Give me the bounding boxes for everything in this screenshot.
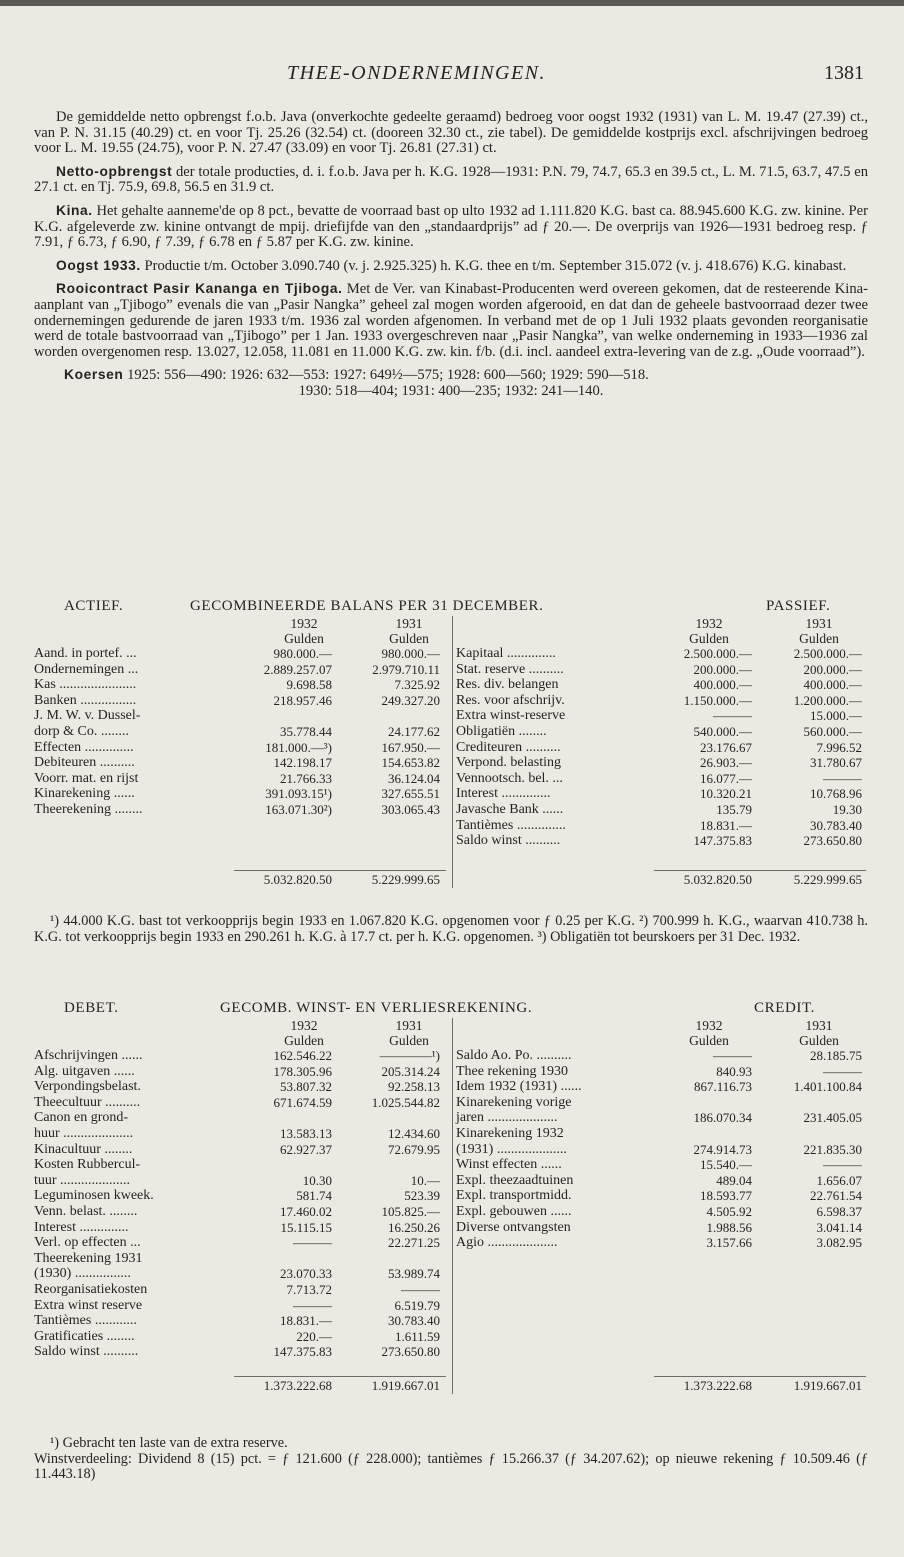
profit-loss-account [34, 1000, 868, 1394]
row-label: Diverse ontvangsten [456, 1219, 571, 1235]
value-1931: 3.041.14 [816, 1219, 862, 1235]
value-1932: 162.546.22 [273, 1048, 332, 1063]
row-label: Theerekening ........ [34, 801, 143, 817]
balance-footnotes: ¹) 44.000 K.G. bast tot verkoopprijs begin 1933 en 1.067.820 K.G. opgenomen voor ƒ 0.25 per K.G. ²) 700.999 h. K.G., waarvan 410.738 h. K.G. tot verkoopprijs begin 1933 en 290.261 h. K.G. à 17.7 ct. per h. K.G. opgenomen. ³) Obligatiën tot beurskoers per 31 Dec. 1932. [34, 913, 868, 945]
value-1931: 249.327.20 [381, 692, 440, 708]
row-label: Kosten Rubbercul- [34, 1157, 141, 1173]
body-text [34, 110, 868, 400]
row-label: Theecultuur .......... [34, 1094, 141, 1110]
value-1932: 200.000.— [693, 661, 752, 677]
table-row [34, 1064, 868, 1080]
pl-rows [34, 1048, 868, 1366]
table-row [34, 740, 868, 756]
value-1931: 31.780.67 [810, 755, 862, 771]
value-1932: 142.198.17 [273, 755, 332, 771]
value-1932: 147.375.83 [693, 833, 752, 849]
value-1931: 24.177.62 [388, 723, 440, 739]
year-row: 1932 1931 1932 1931 [290, 1018, 833, 1033]
table-row [34, 818, 868, 834]
value-1931: 560.000.— [803, 723, 862, 739]
row-label: Reorganisatiekosten [34, 1281, 148, 1297]
table-row [34, 1079, 868, 1095]
table-row [34, 1251, 868, 1267]
row-label: Kapitaal .............. [456, 646, 556, 661]
row-label: Alg. uitgaven ...... [34, 1063, 135, 1079]
total-value: 1.373.222.68 [683, 1378, 752, 1393]
row-label: Verpond. belasting [456, 755, 561, 771]
pl-footnotes: ¹) Gebracht ten laste van de extra reserve. Winstverdeeling: Dividend 8 (15) pct. = ƒ 121.600 (ƒ 228.000); tantièmes ƒ 15.266.37 (ƒ 34.207.62); op nieuwe rekening ƒ 10.509.46 (ƒ 11.443.18) [34, 1435, 868, 1483]
paragraph-heading: Rooicontract Pasir Kananga en Tjiboga. [56, 281, 343, 297]
value-1931: ——— [401, 1281, 440, 1297]
row-label: Ondernemingen ... [34, 661, 139, 677]
value-1931: 16.250.26 [388, 1219, 440, 1235]
row-label: Agio .................... [456, 1235, 558, 1251]
running-title: THEE-ONDERNEMINGEN. [287, 62, 547, 84]
value-1932: 62.927.37 [280, 1141, 332, 1157]
table-row [34, 662, 868, 678]
value-1932: ——— [293, 1297, 332, 1313]
table-row [34, 1157, 868, 1173]
row-label: (1930) ................ [34, 1266, 131, 1282]
value-1931: 273.650.80 [381, 1344, 440, 1360]
row-label: Banken ................ [34, 692, 137, 708]
row-label: Kinarekening 1932 [456, 1125, 564, 1141]
row-label: Tantièmes .............. [456, 817, 566, 833]
value-1931: 7.996.52 [816, 739, 862, 755]
value-1932: 17.460.02 [280, 1203, 332, 1219]
row-label: Expl. theezaadtuinen [456, 1172, 574, 1188]
total-rule [654, 1376, 866, 1377]
value-1931: 523.39 [404, 1188, 440, 1204]
total-rule [654, 870, 866, 871]
table-row [34, 1220, 868, 1236]
value-1931: 231.405.05 [803, 1110, 862, 1126]
row-label: J. M. W. v. Dussel- [34, 708, 141, 724]
value-1931: ————¹) [379, 1048, 440, 1063]
value-1931: 980.000.— [381, 646, 440, 661]
paragraph-heading: Oogst 1933. [56, 257, 141, 273]
credit-heading: CREDIT. [754, 1000, 815, 1016]
value-1932: 35.778.44 [280, 723, 332, 739]
row-label: (1931) .................... [456, 1141, 567, 1157]
value-1931: 30.783.40 [810, 817, 862, 833]
row-label: Verpondingsbelast. [34, 1079, 141, 1095]
value-1932: 26.903.— [700, 755, 752, 771]
value-1932: ——— [293, 1235, 332, 1251]
row-label: Interest .............. [34, 1219, 129, 1235]
unit-row: Gulden Gulden Gulden Gulden [284, 1033, 839, 1048]
value-1932: 186.070.34 [693, 1110, 752, 1126]
value-1931: 10.768.96 [810, 786, 862, 802]
unit-row: Gulden Gulden Gulden Gulden [284, 631, 839, 646]
value-1932: 18.593.77 [700, 1188, 752, 1204]
row-label: Vennootsch. bel. ... [456, 770, 563, 786]
table-row [34, 771, 868, 787]
table-row [34, 1110, 868, 1126]
row-label: Extra winst reserve [34, 1297, 143, 1313]
row-label: Saldo winst .......... [456, 833, 561, 849]
value-1931: 92.258.13 [388, 1079, 440, 1095]
table-row [34, 1126, 868, 1142]
winstverdeling: Winstverdeeling: Dividend 8 (15) pct. = ƒ 121.600 (ƒ 228.000); tantièmes ƒ 15.266.37 (ƒ 34.207.62); op nieuwe rekening ƒ 10.509.46 (ƒ 11.443.18) [34, 1450, 868, 1483]
value-1932: 867.116.73 [693, 1079, 752, 1095]
value-1931: 1.401.100.84 [793, 1079, 862, 1095]
row-label: Aand. in portef. ... [34, 646, 137, 661]
value-1932: 163.071.30²) [265, 801, 332, 817]
row-label: Obligatiën ........ [456, 723, 547, 739]
table-row [34, 755, 868, 771]
paragraph-heading: Kina. [56, 202, 93, 218]
table-row [34, 708, 868, 724]
value-1932: 10.30 [302, 1172, 332, 1188]
row-label: Kinarekening vorige [456, 1094, 572, 1110]
value-1931: 30.783.40 [388, 1313, 440, 1329]
value-1932: 23.176.67 [700, 739, 752, 755]
value-1931: 3.082.95 [816, 1235, 862, 1251]
value-1932: 181.000.—³) [265, 739, 332, 755]
value-1931: 10.— [410, 1172, 440, 1188]
column-divider [452, 1018, 453, 1394]
value-1932: 10.320.21 [700, 786, 752, 802]
row-label: dorp & Co. ........ [34, 723, 129, 739]
paragraph-oogst: Oogst 1933. Productie t/m. October 3.090.740 (v. j. 2.925.325) h. K.G. thee en t/m. September 315.072 (v. j. 418.676) K.G. kinabast. [56, 257, 847, 274]
value-1932: 1.988.56 [706, 1219, 752, 1235]
value-1931: 36.124.04 [388, 770, 440, 786]
value-1932: 4.505.92 [706, 1203, 752, 1219]
row-label: Afschrijvingen ...... [34, 1048, 143, 1063]
value-1931: 6.598.37 [816, 1203, 862, 1219]
total-rule [234, 870, 446, 871]
total-value: 1.373.222.68 [263, 1378, 332, 1393]
row-label: Effecten .............. [34, 739, 134, 755]
table-row [34, 786, 868, 802]
table-row [34, 1235, 868, 1251]
row-label: Saldo Ao. Po. .......... [456, 1048, 572, 1063]
value-1932: 2.500.000.— [683, 646, 752, 661]
running-header [0, 62, 904, 86]
balance-title: GECOMBINEERDE BALANS PER 31 DECEMBER. [190, 598, 544, 614]
value-1932: 178.305.96 [273, 1063, 332, 1079]
value-1932: 489.04 [716, 1172, 752, 1188]
pl-title: GECOMB. WINST- EN VERLIESREKENING. [220, 1000, 533, 1016]
column-divider [452, 616, 453, 888]
value-1931: 1.200.000.— [793, 692, 862, 708]
balance-totals [34, 872, 868, 888]
value-1932: 3.157.66 [706, 1235, 752, 1251]
row-label: Kas ...................... [34, 677, 137, 693]
paragraph-koersen-cont: 1930: 518—404; 1931: 400—235; 1932: 241—140. [298, 382, 604, 399]
value-1931: 1.025.544.82 [371, 1094, 440, 1110]
table-row [34, 1266, 868, 1282]
value-1932: 15.115.15 [280, 1219, 332, 1235]
value-1931: 105.825.— [381, 1203, 440, 1219]
table-row [34, 1313, 868, 1329]
table-row [34, 802, 868, 818]
row-label: Expl. transportmidd. [456, 1188, 572, 1204]
value-1932: ——— [713, 1048, 752, 1063]
table-row [34, 833, 868, 849]
row-label: Idem 1932 (1931) ...... [456, 1079, 582, 1095]
actief-heading: ACTIEF. [64, 598, 124, 614]
table-row [34, 1173, 868, 1189]
value-1932: 840.93 [716, 1063, 752, 1079]
row-label: jaren .................... [456, 1110, 558, 1126]
row-label: Gratificaties ........ [34, 1328, 135, 1344]
value-1932: 23.070.33 [280, 1266, 332, 1282]
page-number: 1381 [824, 62, 864, 84]
value-1932: 16.077.— [700, 770, 752, 786]
value-1932: ——— [713, 708, 752, 724]
value-1932: 274.914.73 [693, 1141, 752, 1157]
value-1931: 2.979.710.11 [372, 661, 440, 677]
value-1932: 18.831.— [700, 817, 752, 833]
table-row [34, 1298, 868, 1314]
value-1932: 13.583.13 [280, 1125, 332, 1141]
paragraph-opbrengst: De gemiddelde netto opbrengst f.o.b. Java (onverkochte gedeelte geraamd) bedroeg voor oogst 1932 (1931) van L. M. 19.47 (27.39) ct., van P. N. 31.15 (40.29) ct. en voor Tj. 25.26 (32.54) ct. (dooreen 32.30 ct., zie tabel). De gemiddelde kostprijs excl. afschrijvingen bedroeg voor L. M. 19.55 (24.75), voor P. N. 27.47 (33.09) en voor Tj. 26.81 (27.31) ct. [34, 109, 868, 157]
scan-edge [0, 0, 904, 6]
value-1931: 22.271.25 [388, 1235, 440, 1251]
total-value: 5.229.999.65 [793, 872, 862, 887]
row-label: tuur .................... [34, 1172, 131, 1188]
value-1931: 154.653.82 [381, 755, 440, 771]
year-row: 1932 1931 1932 1931 [290, 616, 833, 631]
table-row [34, 646, 868, 662]
paragraph-heading: Koersen [64, 367, 124, 383]
row-label: Voorr. mat. en rijst [34, 770, 139, 786]
value-1931: 19.30 [832, 801, 862, 817]
row-label: Res. div. belangen [456, 677, 559, 693]
debet-heading: DEBET. [64, 1000, 119, 1016]
value-1932: 980.000.— [273, 646, 332, 661]
value-1931: ——— [823, 1063, 862, 1079]
value-1931: 205.314.24 [381, 1063, 440, 1079]
total-rule [234, 1376, 446, 1377]
value-1932: 18.831.— [280, 1313, 332, 1329]
value-1932: 147.375.83 [273, 1344, 332, 1360]
value-1931: 72.679.95 [388, 1141, 440, 1157]
row-label: Javasche Bank ...... [456, 801, 564, 817]
value-1931: 28.185.75 [810, 1048, 862, 1063]
value-1932: 540.000.— [693, 723, 752, 739]
balance-rows [34, 646, 868, 858]
table-row [34, 1142, 868, 1158]
value-1932: 400.000.— [693, 677, 752, 693]
value-1931: 6.519.79 [394, 1297, 440, 1313]
row-label: Thee rekening 1930 [456, 1063, 568, 1079]
row-label: Venn. belast. ........ [34, 1203, 138, 1219]
balance-header [34, 598, 868, 616]
value-1932: 15.540.— [700, 1157, 752, 1173]
row-label: Leguminosen kweek. [34, 1188, 154, 1204]
value-1931: 22.761.54 [810, 1188, 862, 1204]
pl-header [34, 1000, 868, 1018]
paragraph-rooicontract: Rooicontract Pasir Kananga en Tjiboga. Met de Ver. van Kinabast-Producenten werd overeen gekomen, dat de resteerende Kina-aanplant van „Tjibogo” evenals die van „Pasir Nangka” geheel zal mogen worden afgerooid, en dat dan de geheele bastvoorraad dezer twee ondernemingen gedurende de jaren 1933 t/m. 1936 zal worden afgenomen. In verband met de op 1 Juli 1932 plaats gevonden reorganisatie werd de totale bastvoorraad van „Tjibogo” per 1 Jan. 1933 overgeschreven naar „Pasir Nangka”, van welke onderneming in 1933—1936 zal worden overgenomen resp. 13.027, 12.058, 11.081 en 11.000 K.G. zw. kin. f/b. (d.i. incl. aandeel extra-levering van de z.g. „Oude voorraad”). [34, 281, 868, 360]
value-1932: 671.674.59 [273, 1094, 332, 1110]
value-1932: 1.150.000.— [683, 692, 752, 708]
table-row [34, 1329, 868, 1345]
balance-sheet [34, 598, 868, 888]
row-label: Extra winst-reserve [456, 708, 566, 724]
paragraph-kina: Kina. Het gehalte aanneme'de op 8 pct., bevatte de voorraad bast op ulto 1932 ad 1.111.820 K.G. bast ca. 88.945.600 K.G. zw. kinine. Per K.G. afgeleverde zw. kinine ontvangt de mpij. driefijfde van den „standaardprijs” ad ƒ 20.—. De overprijs van 1926—1931 bedroeg resp. ƒ 7.91, ƒ 6.73, ƒ 6.90, ƒ 7.39, ƒ 6.78 en ƒ 5.87 per K.G. zw. kinine. [34, 202, 868, 251]
row-label: Stat. reserve .......... [456, 661, 564, 677]
paragraph-heading: Netto-opbrengst [56, 163, 173, 179]
total-value: 5.032.820.50 [683, 872, 752, 887]
table-row [34, 724, 868, 740]
value-1932: 21.766.33 [280, 770, 332, 786]
value-1932: 218.957.46 [273, 692, 332, 708]
value-1932: 220.— [296, 1328, 332, 1344]
row-label: Canon en grond- [34, 1110, 129, 1126]
value-1931: 1.656.07 [816, 1172, 862, 1188]
table-row [34, 1048, 868, 1064]
total-value: 5.229.999.65 [371, 872, 440, 887]
table-row [34, 1344, 868, 1360]
row-label: Interest .............. [456, 786, 551, 802]
value-1932: 581.74 [296, 1188, 332, 1204]
table-row [34, 1095, 868, 1111]
pl-totals [34, 1378, 868, 1394]
value-1931: ——— [823, 1157, 862, 1173]
passief-heading: PASSIEF. [766, 598, 831, 614]
value-1931: ——— [823, 770, 862, 786]
total-value: 1.919.667.01 [793, 1378, 862, 1393]
value-1931: 1.611.59 [394, 1328, 440, 1344]
value-1932: 391.093.15¹) [265, 786, 332, 802]
total-value: 1.919.667.01 [371, 1378, 440, 1393]
value-1931: 400.000.— [803, 677, 862, 693]
row-label: huur .................... [34, 1125, 134, 1141]
row-label: Tantièmes ............ [34, 1313, 137, 1329]
value-1931: 221.835.30 [803, 1141, 862, 1157]
row-label: Debiteuren .......... [34, 755, 135, 771]
table-row [34, 677, 868, 693]
row-label: Saldo winst .......... [34, 1344, 139, 1360]
row-label: Kinarekening ...... [34, 786, 135, 802]
value-1931: 200.000.— [803, 661, 862, 677]
value-1932: 53.807.32 [280, 1079, 332, 1095]
row-label: Res. voor afschrijv. [456, 692, 565, 708]
value-1931: 12.434.60 [388, 1125, 440, 1141]
value-1931: 7.325.92 [394, 677, 440, 693]
row-label: Kinacultuur ........ [34, 1141, 133, 1157]
value-1931: 273.650.80 [803, 833, 862, 849]
value-1932: 7.713.72 [286, 1281, 332, 1297]
paragraph-koersen: Koersen 1925: 556—490: 1926: 632—553: 1927: 649½—575; 1928: 600—560; 1929: 590—518. [64, 367, 649, 384]
table-row [34, 693, 868, 709]
row-label: Theerekening 1931 [34, 1250, 143, 1266]
total-value: 5.032.820.50 [263, 872, 332, 887]
value-1931: 53.989.74 [388, 1266, 440, 1282]
value-1931: 303.065.43 [381, 801, 440, 817]
value-1932: 2.889.257.07 [263, 661, 332, 677]
value-1932: 135.79 [716, 801, 752, 817]
value-1931: 15.000.— [810, 708, 862, 724]
row-label: Verl. op effecten ... [34, 1235, 141, 1251]
value-1931: 2.500.000.— [793, 646, 862, 661]
table-row [34, 1282, 868, 1298]
row-label: Crediteuren .......... [456, 739, 561, 755]
value-1931: 327.655.51 [381, 786, 440, 802]
paragraph-netto-opbrengst: Netto-opbrengst der totale producties, d. i. f.o.b. Java per h. K.G. 1928—1931: P.N. 79, 74.7, 65.3 en 39.5 ct., L. M. 71.5, 63.7, 47.5 en 27.1 ct. en Tj. 75.9, 69.8, 56.5 en 31.9 ct. [34, 163, 868, 196]
table-row [34, 1188, 868, 1204]
row-label: Expl. gebouwen ...... [456, 1203, 572, 1219]
value-1931: 167.950.— [381, 739, 440, 755]
value-1932: 9.698.58 [286, 677, 332, 693]
row-label: Winst effecten ...... [456, 1157, 562, 1173]
table-row [34, 1204, 868, 1220]
